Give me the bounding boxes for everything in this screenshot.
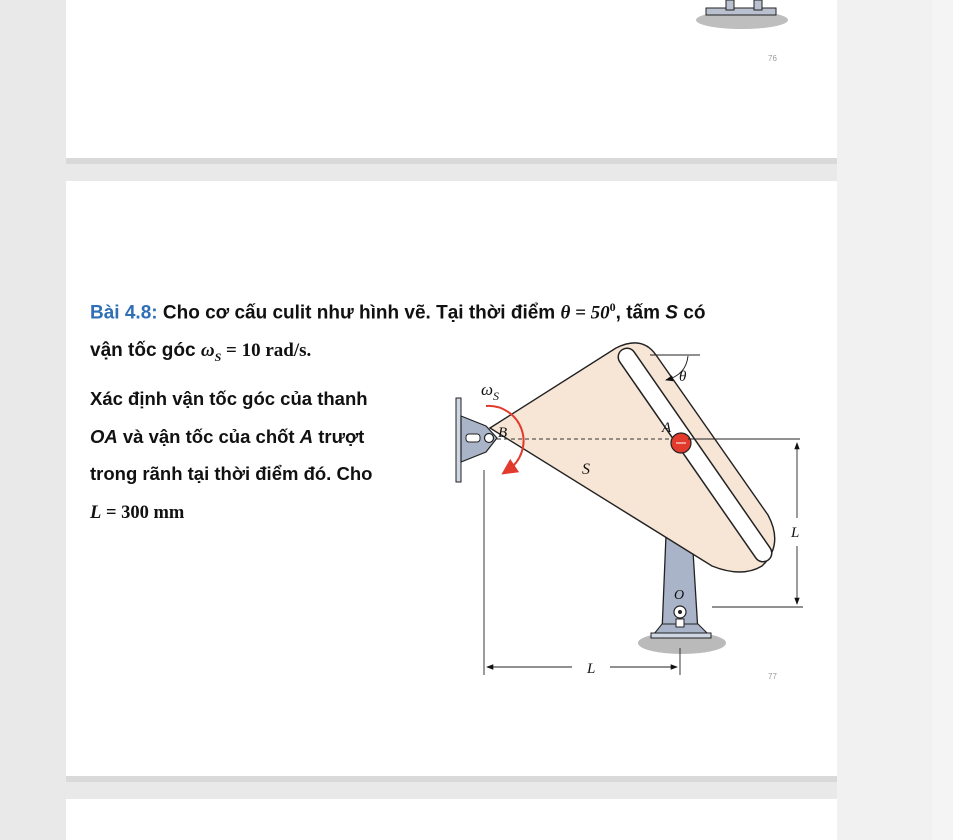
- text: có: [677, 302, 706, 324]
- label-a: A: [662, 420, 672, 436]
- text: và vận tốc của chốt: [117, 425, 300, 447]
- plate-variable: S: [665, 302, 678, 324]
- label-theta: θ: [679, 369, 687, 385]
- wall-bracket: [456, 398, 461, 482]
- text: , tấm: [615, 302, 666, 324]
- label-o: O: [674, 588, 685, 603]
- label-l-vertical: L: [791, 525, 800, 541]
- omega-symbol: ω: [200, 340, 215, 362]
- omega-label: $\omega_S$: [481, 380, 500, 403]
- problem-label: Bài 4.8:: [90, 302, 158, 324]
- pin-variable: A: [299, 425, 314, 447]
- length-value: = 300 mm: [101, 502, 185, 523]
- question-line: trong rãnh tại thời điểm đó. Cho: [90, 463, 373, 484]
- label-s: S: [582, 461, 590, 478]
- page-number: 77: [768, 672, 777, 681]
- text: trượt: [313, 425, 365, 447]
- label-l-horizontal: L: [587, 661, 596, 677]
- label-b: B: [498, 425, 508, 441]
- pin-b: [485, 434, 494, 443]
- omega-value: = 10 rad/s.: [221, 340, 312, 362]
- text: vận tốc góc: [90, 340, 201, 362]
- length-variable: L: [90, 502, 102, 523]
- omega-subscript: S: [214, 350, 222, 365]
- theta-superscript: 0: [609, 300, 616, 314]
- page-number: 76: [768, 54, 777, 63]
- rod-variable: OA: [90, 425, 118, 447]
- text: Cho cơ cấu culit như hình vẽ. Tại thời điểm: [157, 302, 561, 324]
- question-line: Xác định vận tốc góc của thanh: [90, 388, 368, 409]
- theta-expression: θ = 50: [560, 302, 610, 324]
